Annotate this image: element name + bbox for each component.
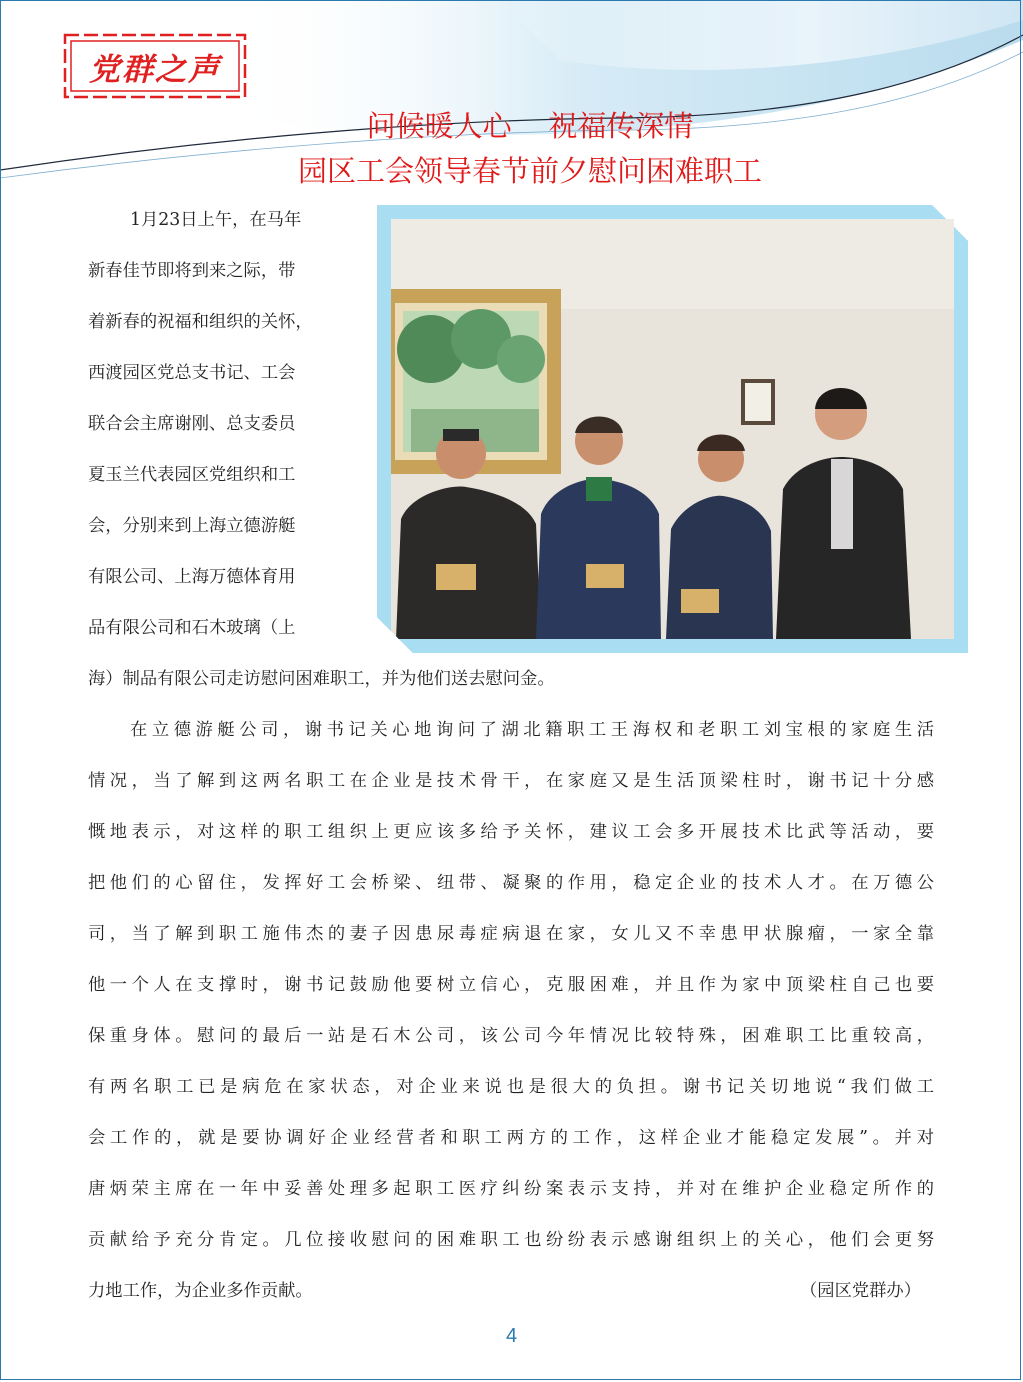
- body-line: 慨地表示，对这样的职工组织上更应该多给予关怀，建议工会多开展技术比武等活动，要: [88, 822, 934, 842]
- article-signature: （园区党群办）: [800, 1281, 921, 1301]
- body-line: 力地工作，为企业多作贡献。: [88, 1281, 313, 1301]
- intro-line: 1月23日上午，在马年: [130, 210, 302, 230]
- body-line: 在立德游艇公司，谢书记关心地询问了湖北籍职工王海权和老职工刘宝根的家庭生活: [130, 720, 934, 740]
- intro-line: 夏玉兰代表园区党组织和工: [88, 465, 296, 485]
- body-line: 会工作的，就是要协调好企业经营者和职工两方的工作，这样企业才能稳定发展”。并对: [88, 1128, 934, 1148]
- intro-line: 会，分别来到上海立德游艇: [88, 516, 296, 536]
- article-title-line2: 园区工会领导春节前夕慰问困难职工: [297, 154, 762, 188]
- body-line: 有两名职工已是病危在家状态，对企业来说也是很大的负担。谢书记关切地说“我们做工: [88, 1077, 934, 1097]
- intro-line: 品有限公司和石木玻璃（上: [88, 618, 296, 638]
- body-line: 司，当了解到职工施伟杰的妻子因患尿毒症病退在家，女儿又不幸患甲状腺瘤，一家全靠: [88, 924, 934, 944]
- body-line: 唐炳荣主席在一年中妥善处理多起职工医疗纠纷案表示支持，并对在维护企业稳定所作的: [88, 1179, 934, 1199]
- article-title-line1: 问候暖人心 祝福传深情: [366, 109, 694, 143]
- body-line: 情况，当了解到这两名职工在企业是技术骨干，在家庭又是生活顶梁柱时，谢书记十分感: [88, 771, 934, 791]
- intro-line: 新春佳节即将到来之际，带: [88, 261, 296, 281]
- body-line: 保重身体。慰问的最后一站是石木公司，该公司今年情况比较特殊，困难职工比重较高，: [88, 1026, 934, 1046]
- intro-line: 联合会主席谢刚、总支委员: [88, 414, 296, 434]
- section-label: 党群之声: [89, 52, 221, 88]
- body-line: 把他们的心留住，发挥好工会桥梁、纽带、凝聚的作用，稳定企业的技术人才。在万德公: [88, 873, 934, 893]
- body-line: 他一个人在支撑时，谢书记鼓励他要树立信心，克服困难，并且作为家中顶梁柱自己也要: [88, 975, 934, 995]
- intro-line: 西渡园区党总支书记、工会: [88, 363, 296, 383]
- section-badge: [63, 33, 247, 99]
- article-body: [88, 205, 948, 1301]
- intro-line: 着新春的祝福和组织的关怀，: [88, 312, 313, 332]
- intro-line: 有限公司、上海万德体育用: [88, 567, 296, 587]
- body-line: 贡献给予充分肯定。几位接收慰问的困难职工也纷纷表示感谢组织上的关心，他们会更努: [88, 1230, 934, 1250]
- page-number: 4: [505, 1325, 518, 1347]
- intro-line: 海）制品有限公司走访慰问困难职工，并为他们送去慰问金。: [88, 669, 555, 689]
